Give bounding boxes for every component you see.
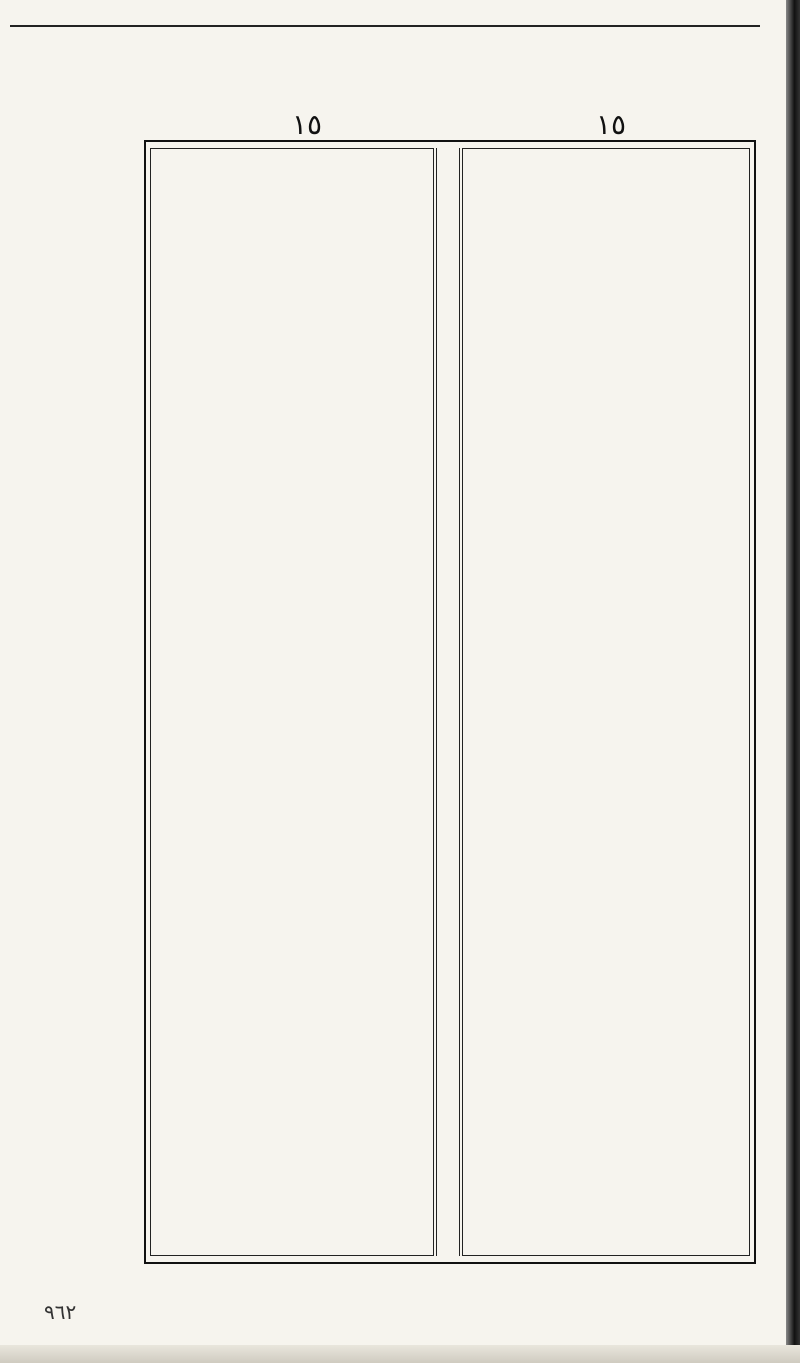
text-line [473, 830, 739, 868]
text-line [161, 418, 423, 456]
text-line [473, 343, 739, 381]
column-gutter [436, 148, 460, 1256]
text-line [473, 530, 739, 568]
text-line [161, 1168, 423, 1206]
text-line [473, 1093, 739, 1131]
text-line [473, 793, 739, 831]
text-line [473, 1168, 739, 1206]
text-line [473, 268, 739, 306]
text-line [473, 680, 739, 718]
text-line [473, 1205, 739, 1243]
text-line [161, 1055, 423, 1093]
text-line [473, 868, 739, 906]
text-line [161, 230, 423, 268]
folio-number-left: ١٥ [292, 108, 323, 141]
text-line [161, 905, 423, 943]
text-line [161, 455, 423, 493]
text-line [473, 1018, 739, 1056]
text-line [161, 605, 423, 643]
text-line [161, 980, 423, 1018]
text-line [161, 155, 423, 193]
text-line [473, 305, 739, 343]
text-line [161, 305, 423, 343]
text-line [161, 343, 423, 381]
text-line [161, 868, 423, 906]
text-line [161, 943, 423, 981]
text-line [473, 455, 739, 493]
text-line [473, 605, 739, 643]
folio-number-right: ١٥ [596, 108, 627, 141]
text-line [161, 493, 423, 531]
text-line [161, 530, 423, 568]
text-line [473, 1055, 739, 1093]
text-line [161, 380, 423, 418]
text-line [161, 755, 423, 793]
text-line [473, 380, 739, 418]
text-line [161, 568, 423, 606]
text-line [161, 193, 423, 231]
text-line [473, 155, 739, 193]
text-line [161, 718, 423, 756]
right-text-column [462, 148, 750, 1256]
text-line [473, 230, 739, 268]
text-line [473, 1130, 739, 1168]
text-line [473, 755, 739, 793]
book-spine-edge [786, 0, 800, 1363]
text-line [473, 905, 739, 943]
text-line [161, 830, 423, 868]
text-line [161, 643, 423, 681]
text-line [473, 718, 739, 756]
text-line [473, 418, 739, 456]
text-line [161, 1018, 423, 1056]
corner-catchword: ٩٦٢ [44, 1300, 77, 1324]
top-rule [10, 25, 760, 27]
text-line [473, 193, 739, 231]
text-line [161, 1130, 423, 1168]
text-line [473, 980, 739, 1018]
page-bottom-edge [0, 1345, 800, 1363]
text-line [473, 568, 739, 606]
text-line [161, 268, 423, 306]
text-line [473, 943, 739, 981]
left-text-column [150, 148, 434, 1256]
text-line [473, 493, 739, 531]
text-line [161, 1205, 423, 1243]
text-line [473, 643, 739, 681]
text-line [161, 1093, 423, 1131]
text-line [161, 680, 423, 718]
text-line [161, 793, 423, 831]
